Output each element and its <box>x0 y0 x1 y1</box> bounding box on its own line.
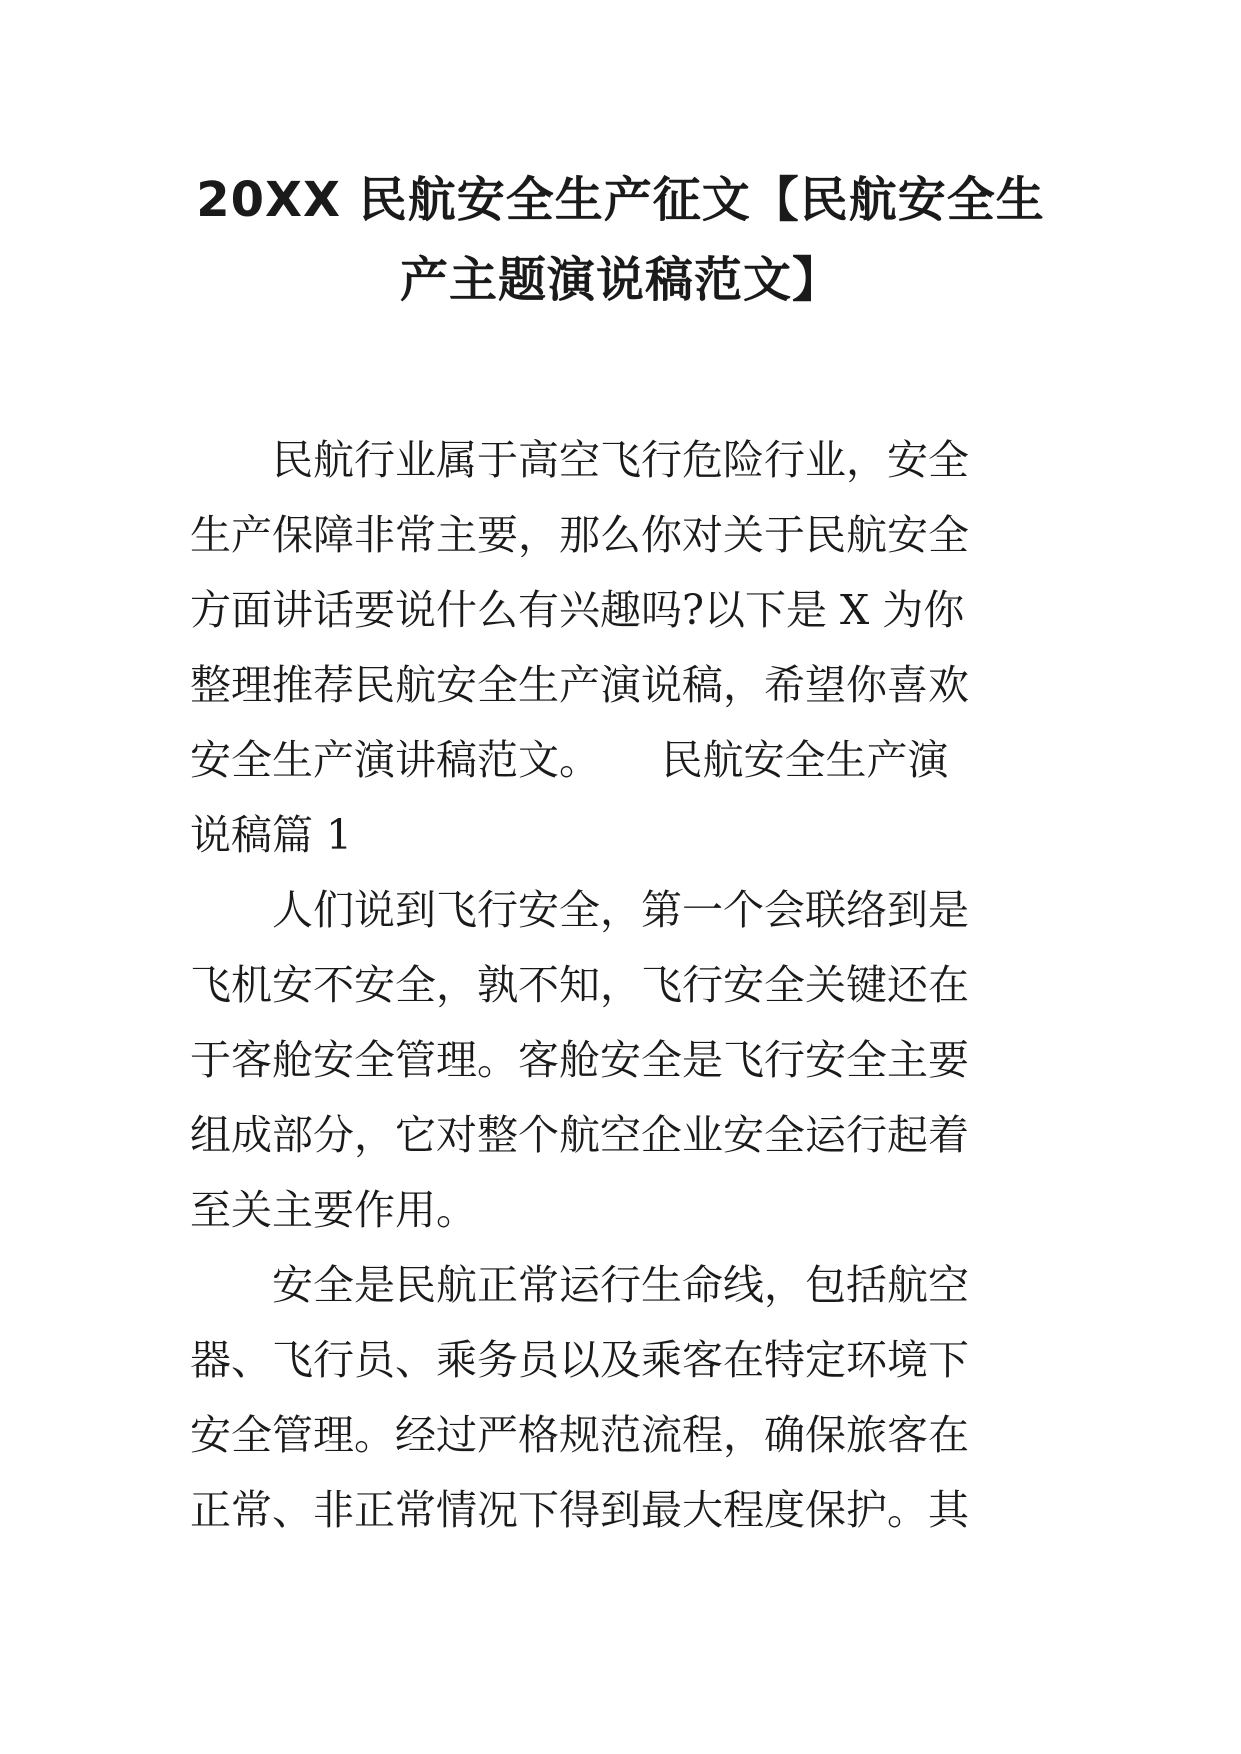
paragraph-line: 安全管理。经过严格规范流程，确保旅客在 <box>190 1411 969 1459</box>
paragraph-line: 飞机安不安全，孰不知，飞行安全关键还在 <box>190 961 969 1009</box>
paragraph-line: 至关主要作用。 <box>190 1186 477 1234</box>
title-line-1: 20XX 民航安全生产征文【民航安全生 <box>196 172 1045 228</box>
paragraph-line: 安全是民航正常运行生命线，包括航空 <box>272 1261 969 1309</box>
paragraph-3 <box>190 1248 1060 1548</box>
title-line-2: 产主题演说稿范文】 <box>399 252 841 308</box>
paragraph-1 <box>190 423 1060 873</box>
paragraph-line: 说稿篇 1 <box>190 811 353 859</box>
document-body <box>190 423 1060 1548</box>
paragraph-line: 器、飞行员、乘务员以及乘客在特定环境下 <box>190 1336 969 1384</box>
paragraph-line: 组成部分，它对整个航空企业安全运行起着 <box>190 1111 969 1159</box>
paragraph-line: 安全生产演讲稿范文。 民航安全生产演 <box>190 736 949 784</box>
paragraph-2 <box>190 873 1060 1248</box>
paragraph-line: 正常、非正常情况下得到最大程度保护。其 <box>190 1486 969 1534</box>
paragraph-line: 整理推荐民航安全生产演说稿，希望你喜欢 <box>190 661 969 709</box>
paragraph-line: 民航行业属于高空飞行危险行业，安全 <box>272 436 969 484</box>
paragraph-line: 于客舱安全管理。客舱安全是飞行安全主要 <box>190 1036 969 1084</box>
paragraph-line: 人们说到飞行安全，第一个会联络到是 <box>272 886 969 934</box>
document-title <box>150 160 1091 320</box>
paragraph-line: 生产保障非常主要，那么你对关于民航安全 <box>190 511 969 559</box>
paragraph-line: 方面讲话要说什么有兴趣吗?以下是 X 为你 <box>190 586 965 634</box>
